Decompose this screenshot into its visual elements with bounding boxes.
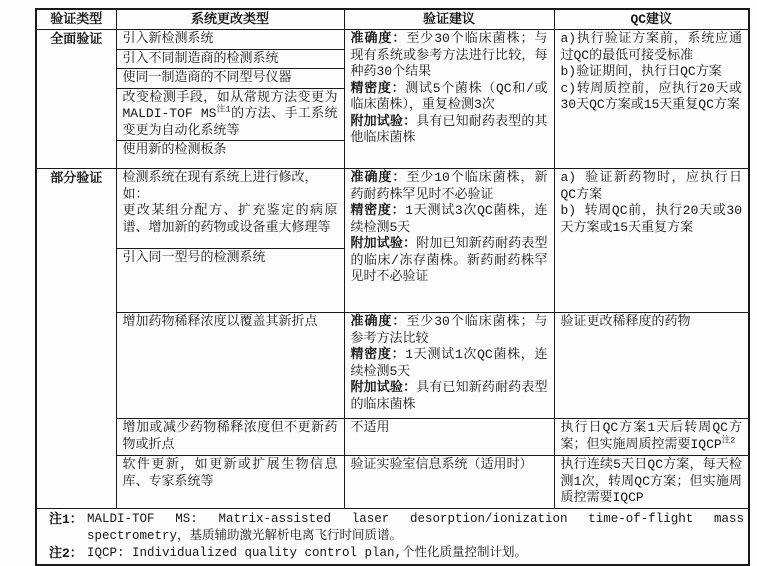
- cell-change-modify-existing: [116, 169, 344, 249]
- precision-text: 1天测试3次QC菌株，连续检测5天: [350, 203, 548, 235]
- table-row: [36, 30, 749, 50]
- precision-label: 精密度：: [350, 203, 406, 218]
- header-validation-type: 验证类型: [36, 9, 116, 30]
- qc-item-b: b) 转周QC前，执行20天或30天方案或15天重复方案: [560, 203, 742, 235]
- cell-change-same-model: 引入同一型号的检测系统: [116, 249, 344, 313]
- footnotes-row: [36, 508, 749, 565]
- accuracy-text: 至少30个临床菌株；与现有系统或参考方法进行比较，每种药30个结果: [350, 31, 548, 79]
- modify-existing-line1: 检测系统在现有系统上进行修改，: [122, 170, 318, 185]
- cell-change-software-update: 软件更新，如更新或扩展生物信息库、专家系统等: [116, 456, 344, 509]
- modify-existing-line2: 如：: [122, 186, 149, 202]
- precision-text: 1天测试1次QC菌株，连续检测5天: [350, 347, 548, 379]
- accuracy-paragraph: [351, 314, 548, 347]
- accuracy-paragraph: [351, 170, 548, 203]
- cell-partial-qc-2: 验证更改稀释度的药物: [554, 313, 749, 419]
- precision-label: 精密度：: [350, 347, 406, 362]
- cell-full-validation-advice: [344, 30, 554, 169]
- cell-change-different-model: 使同一制造商的不同型号仪器: [116, 69, 344, 89]
- cell-change-adjust-dilution: 增加或减少药物稀释浓度但不更新药物或折点: [116, 419, 344, 456]
- cell-full-validation-label: 全面验证: [36, 30, 116, 169]
- precision-paragraph: [351, 81, 548, 114]
- precision-paragraph: [351, 347, 548, 380]
- accuracy-text: 至少30个临床菌株；与参考方法比较: [350, 314, 548, 346]
- qc-item-a: a)执行验证方案前，系统应通过QC的最低可接受标准: [560, 31, 742, 63]
- footnote-1-label: 注1：: [49, 511, 83, 527]
- precision-label: 精密度：: [350, 80, 406, 96]
- cell-partial-qc-4: 执行连续5天日QC方案，每天检测1次，转周QC方案；但实施周质控需要IQCP: [554, 456, 749, 509]
- footnote-1: [49, 511, 744, 545]
- additional-test-text: 具有已知新药耐药表型的临床菌株: [350, 380, 548, 412]
- footnote-2: [49, 545, 744, 562]
- accuracy-label: 准确度：: [350, 314, 407, 329]
- precision-paragraph: [351, 203, 548, 236]
- accuracy-label: 准确度：: [350, 170, 407, 185]
- additional-test-label: 附加试验：: [350, 113, 417, 129]
- note1-superscript: 注1: [216, 104, 231, 115]
- accuracy-paragraph: [351, 31, 548, 81]
- additional-test-text: 具有已知耐药表型的其他临床菌株: [350, 113, 548, 145]
- cell-change-add-dilution: 增加药物稀释浓度以覆盖其新折点: [116, 313, 344, 419]
- validation-table: [35, 8, 750, 566]
- header-validation-advice: 验证建议: [344, 9, 554, 30]
- additional-test-label: 附加试验：: [350, 380, 417, 395]
- precision-text: 测试5个菌株（QC和/或临床菌株），重复检测3次: [350, 80, 548, 112]
- table-row: [36, 456, 749, 509]
- cell-partial-advice-1: [344, 169, 554, 313]
- modify-existing-detail: 更改某组分配方、扩充鉴定的病原谱、增加新的药物或设备重大修理等: [122, 203, 338, 235]
- additional-test-label: 附加试验：: [350, 236, 417, 251]
- cell-advice-lis: 验证实验室信息系统（适用时）: [344, 456, 554, 509]
- footnote-1-text: MALDI-TOF MS: Matrix-assisted laser desorption/ionization time-of-flight mass spectrometry，基质辅助激光解析电离飞行时间质谱。: [87, 511, 744, 543]
- additional-test-paragraph: [351, 114, 548, 147]
- note2-superscript: 注2: [721, 435, 736, 446]
- cell-change-method-change: [116, 88, 344, 141]
- cell-partial-validation-label: 部分验证: [36, 169, 116, 509]
- cell-full-validation-qc: [554, 30, 749, 169]
- additional-test-text: 附加已知新药耐药表型的临床/冻存菌株。新药耐药株罕见时不必验证: [350, 236, 548, 284]
- table-header-row: [36, 9, 749, 30]
- table-row: [36, 313, 749, 419]
- additional-test-paragraph: [351, 380, 548, 413]
- method-change-text: 改变检测手段，如从常规方法变更为MALDI-TOF MS: [122, 89, 338, 121]
- method-change-text-cont: 的方法、手工系统变更为自动化系统等: [122, 106, 338, 138]
- cell-change-new-system: 引入新检测系统: [116, 30, 344, 50]
- table-row: [36, 419, 749, 456]
- cell-partial-qc-1: [554, 169, 749, 313]
- header-qc-advice: QC建议: [554, 9, 749, 30]
- footnote-2-label: 注2：: [49, 545, 83, 561]
- accuracy-label: 准确度：: [350, 31, 407, 46]
- accuracy-text: 至少10个临床菌株，新药耐药株罕见时不必验证: [350, 170, 548, 202]
- table-row: [36, 169, 749, 249]
- cell-partial-qc-3: [554, 419, 749, 456]
- cell-change-different-manufacturer: 引入不同制造商的检测系统: [116, 49, 344, 69]
- additional-test-paragraph: [351, 236, 548, 286]
- qc-item-c: c)转周质控前，应执行20天或30天QC方案或15天重复QC方案: [560, 80, 742, 112]
- cell-footnotes: [36, 508, 749, 565]
- cell-advice-not-applicable: 不适用: [344, 419, 554, 456]
- qc-item-b: b)验证期间，执行日QC方案: [560, 64, 722, 79]
- qc3-text: 执行日QC方案1天后转周QC方案；但实施周质控需要IQCP: [560, 420, 742, 452]
- qc-item-a: a) 验证新药物时，应执行日QC方案: [560, 170, 742, 202]
- cell-partial-advice-2: [344, 313, 554, 419]
- header-change-type: 系统更改类型: [116, 9, 344, 30]
- footnote-2-text: IQCP: Individualized quality control plan,个性化质量控制计划。: [87, 545, 528, 560]
- cell-change-new-panels: 使用新的检测板条: [116, 141, 344, 169]
